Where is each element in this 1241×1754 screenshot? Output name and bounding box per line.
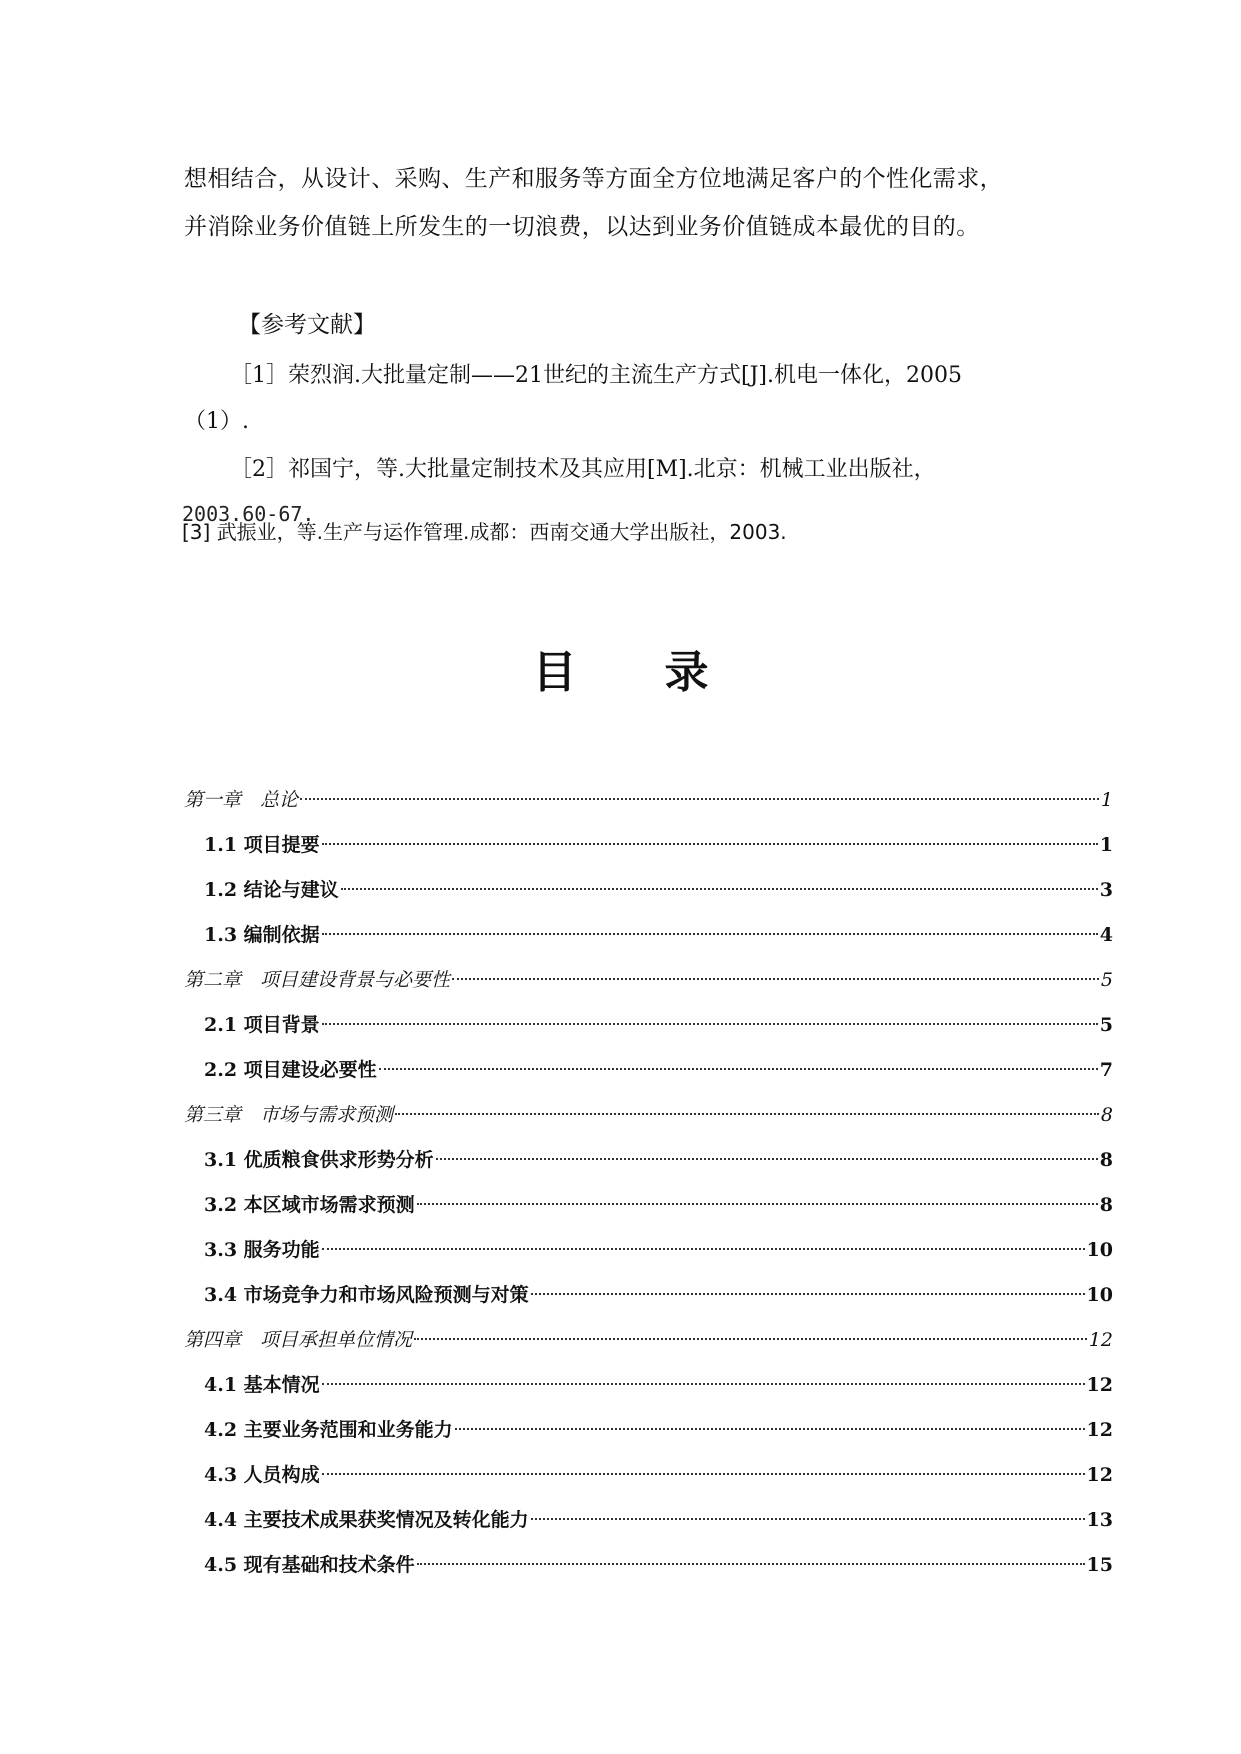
toc-entry-label: 1.2 结论与建议 [204,879,339,901]
toc-entry-page: 5 [1099,1014,1113,1036]
reference-1-line-1: ［1］荣烈润.大批量定制——21世纪的主流生产方式[J].机电一体化，2005 [230,363,962,388]
references-heading: 【参考文献】 [238,312,376,338]
toc-entry[interactable] [184,958,1113,1003]
toc-dot-leader [322,1473,1085,1475]
toc-entry-label: 4.3 人员构成 [204,1464,320,1486]
toc-entry[interactable] [184,1048,1113,1093]
toc-entry-label: 4.5 现有基础和技术条件 [204,1554,415,1576]
toc-title: 目录 [532,647,797,698]
toc-entry-label: 第一章 总论 [184,789,299,811]
toc-entry-page: 12 [1086,1419,1113,1441]
toc-entry-label: 4.4 主要技术成果获奖情况及转化能力 [204,1509,529,1531]
toc-entry-page: 13 [1086,1509,1113,1531]
toc-dot-leader [322,843,1098,845]
toc-dot-leader [379,1068,1098,1070]
toc-entry-page: 12 [1086,1464,1113,1486]
toc-entry-page: 8 [1099,1149,1113,1171]
toc-entry[interactable] [184,1498,1113,1543]
toc-dot-leader [417,1203,1098,1205]
reference-2-line-1: ［2］祁国宁，等.大批量定制技术及其应用[M].北京：机械工业出版社， [230,457,936,482]
toc-dot-leader [452,978,1099,980]
toc-entry-label: 第三章 市场与需求预测 [184,1104,394,1126]
toc-entry[interactable] [184,1273,1113,1318]
toc-entry-page: 1 [1100,789,1113,811]
toc-entry[interactable] [184,823,1113,868]
toc-dot-leader [322,1023,1098,1025]
toc-entry-page: 12 [1088,1329,1113,1351]
toc-entry[interactable] [184,868,1113,913]
toc-entry[interactable] [184,1183,1113,1228]
toc-entry[interactable] [184,1003,1113,1048]
body-paragraph-line-2: 并消除业务价值链上所发生的一切浪费，以达到业务价值链成本最优的目的。 [184,214,980,240]
toc-dot-leader [300,798,1099,800]
toc-dot-leader [322,1248,1085,1250]
toc-dot-leader [455,1428,1085,1430]
reference-3: [3] 武振业，等.生产与运作管理.成都：西南交通大学出版社，2003. [182,520,787,544]
reference-2-line-2: 2003.60-67. [182,502,315,526]
toc-entry[interactable] [184,1363,1113,1408]
toc-dot-leader [341,888,1098,890]
toc-entry[interactable] [184,1543,1113,1588]
toc-entry-label: 1.3 编制依据 [204,924,320,946]
toc-dot-leader [436,1158,1098,1160]
toc-entry-label: 2.1 项目背景 [204,1014,320,1036]
toc-entry-page: 10 [1086,1239,1113,1261]
toc-entry-label: 4.1 基本情况 [204,1374,320,1396]
toc-entry-label: 第二章 项目建设背景与必要性 [184,969,451,991]
toc-dot-leader [531,1293,1085,1295]
toc-entry-page: 5 [1100,969,1113,991]
toc-dot-leader [322,933,1098,935]
toc-entry-label: 2.2 项目建设必要性 [204,1059,377,1081]
toc-entry[interactable] [184,1318,1113,1363]
toc-entry[interactable] [184,778,1113,823]
toc-entry-page: 7 [1099,1059,1113,1081]
toc-entry-page: 8 [1100,1104,1113,1126]
toc-entry-page: 12 [1086,1374,1113,1396]
toc-entry-label: 3.2 本区域市场需求预测 [204,1194,415,1216]
toc-entry[interactable] [184,1408,1113,1453]
reference-1-line-2: （1）. [184,409,249,434]
toc-entry-label: 第四章 项目承担单位情况 [184,1329,413,1351]
toc-dot-leader [395,1113,1099,1115]
toc-entry[interactable] [184,1138,1113,1183]
toc-entry[interactable] [184,913,1113,958]
toc-entry-page: 3 [1099,879,1113,901]
toc-entry-label: 3.1 优质粮食供求形势分析 [204,1149,434,1171]
toc-entry-label: 3.4 市场竞争力和市场风险预测与对策 [204,1284,529,1306]
toc-entry-page: 8 [1099,1194,1113,1216]
toc-entry-page: 4 [1099,924,1113,946]
toc-entry-label: 4.2 主要业务范围和业务能力 [204,1419,453,1441]
toc-entry-page: 15 [1086,1554,1113,1576]
toc-dot-leader [414,1338,1087,1340]
toc-entry-label: 3.3 服务功能 [204,1239,320,1261]
toc-entry[interactable] [184,1093,1113,1138]
toc-entry[interactable] [184,1453,1113,1498]
toc-dot-leader [322,1383,1085,1385]
toc-entry-page: 1 [1099,834,1113,856]
body-paragraph-line-1: 想相结合，从设计、采购、生产和服务等方面全方位地满足客户的个性化需求， [184,166,1003,192]
toc-entry-label: 1.1 项目提要 [204,834,320,856]
toc-dot-leader [417,1563,1085,1565]
toc-entry[interactable] [184,1228,1113,1273]
toc-entry-page: 10 [1086,1284,1113,1306]
toc-dot-leader [531,1518,1085,1520]
table-of-contents [184,778,1113,1588]
